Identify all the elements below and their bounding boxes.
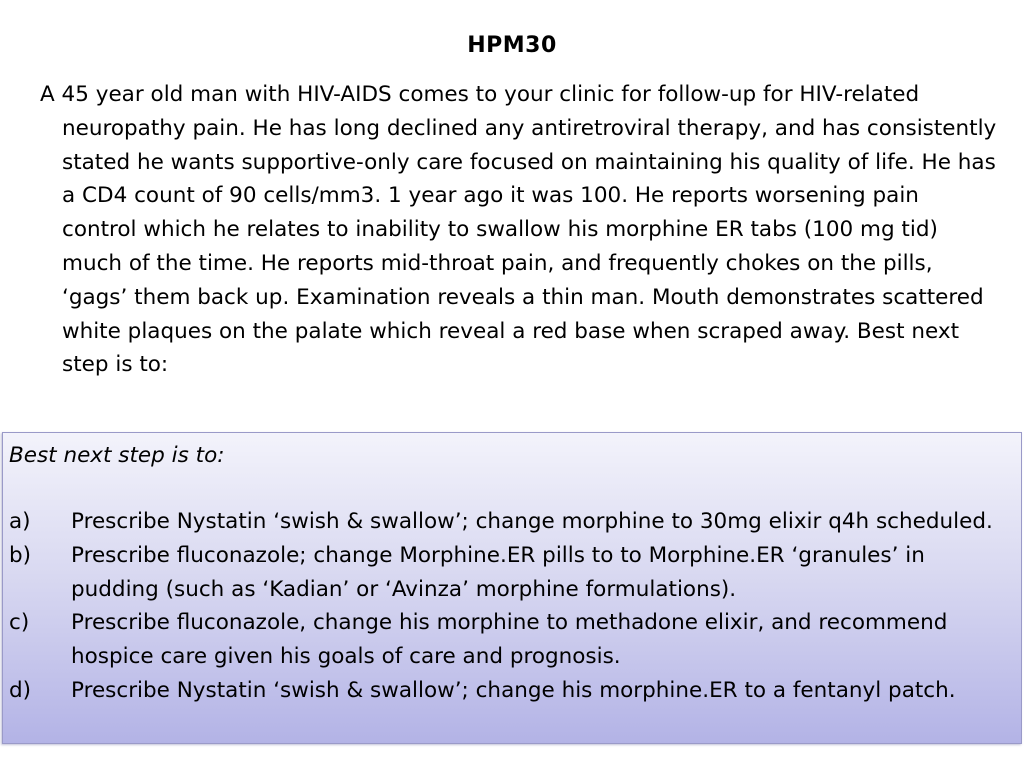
option-text: Prescribe fluconazole, change his morphine to methadone elixir, and recommend hospice care given his goals of care and prognosis.: [71, 610, 948, 670]
option-letter: b): [9, 542, 32, 568]
answer-prompt: Best next step is to:: [9, 443, 225, 468]
slide-title: HPM30: [467, 33, 557, 58]
question-stem: A 45 year old man with HIV-AIDS comes to your clinic for follow-up for HIV-related neuropathy pain. He has long declined any antiretroviral therapy, and has consistently stated he wants supportive-only care focused on maintaining his quality of life. He has a CD4 count of 90 cells/mm3. 1 year ago it was 100. He reports worsening pain control which he relates to inability to swallow his morphine ER tabs (100 mg tid) much of the time. He reports mid-throat pain, and frequently chokes on the pills, ‘gags’ them back up. Examination reveals a thin man. Mouth demonstrates scattered white plaques on the palate which reveal a red base when scraped away. Best next step is to:: [40, 82, 997, 378]
answer-option-c: [9, 606, 1009, 674]
answer-options-box: [2, 432, 1022, 744]
option-letter: a): [9, 509, 31, 534]
option-letter: d): [9, 677, 32, 703]
answer-options-list: [9, 505, 1009, 708]
option-text: Prescribe Nystatin ‘swish & swallow’; change his morphine.ER to a fentanyl patch.: [71, 677, 956, 703]
answer-option-b: [9, 539, 1009, 607]
option-letter: c): [9, 610, 30, 636]
option-text: Prescribe Nystatin ‘swish & swallow’; change morphine to 30mg elixir q4h scheduled.: [71, 509, 993, 534]
answer-option-a: [9, 505, 1009, 539]
option-text: Prescribe fluconazole; change Morphine.ER pills to to Morphine.ER ‘granules’ in pudding (such as ‘Kadian’ or ‘Avinza’ morphine formulations).: [71, 542, 925, 602]
answer-option-d: [9, 674, 1009, 708]
